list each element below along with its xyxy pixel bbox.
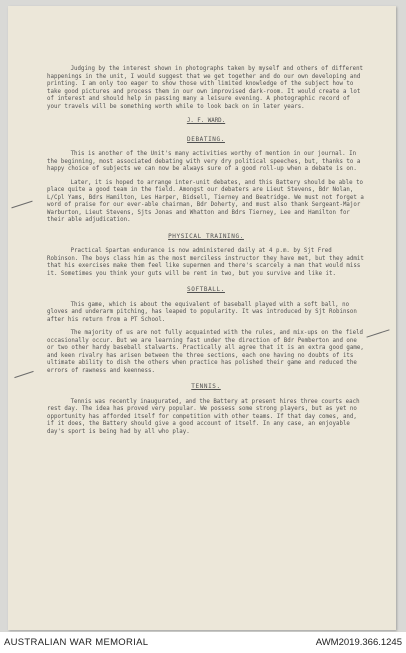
section-heading-debating: DEBATING. xyxy=(187,135,225,143)
archive-footer xyxy=(0,632,406,653)
pencil-margin-mark xyxy=(366,329,389,337)
section-heading-physical-training: PHYSICAL TRAINING. xyxy=(168,232,244,240)
physical-training-paragraph: Practical Spartan endurance is now administered daily at 4 p.m. by Sjt Fred Robinson. The boys class him as the most merciless instructor they have met, but they admit that his exercises make them feel like supermen and there's scarcely a man that would miss it. Sometimes you think your guts will be rent in two, but you survive and like it. xyxy=(47,248,364,277)
intro-paragraph: Judging by the interest shown in photographs taken by myself and others of different happenings in the unit, I would suggest that we get together and do our own developing and printing. I am only too eager to show those with limited knowledge of the subject how to take good pictures and process them in our own improvised dark-room. It would create a lot of interest and should help in passing many a leisure evening. A photographic record of your travels will be something worth while to look back on in later years. xyxy=(47,66,364,110)
pencil-margin-mark xyxy=(14,371,33,378)
debating-paragraph: This is another of the Unit's many activities worthy of mention in our journal. In the beginning, most associated debating with very dry political speeches, but, thanks to a happy choice of subjects we can now be always sure of a good roll-up when a debate is on. xyxy=(47,151,361,172)
softball-paragraph: The majority of us are not fully acquainted with the rules, and mix-ups on the field occasionally occur. But we are learning fast under the direction of Bdr Pemberton and one or two other hardy baseball stalwarts. Practically all agree that it is an extra good game, and keen rivalry has arisen between the three sections, each one having no doubts of its ultimate ability to dish the others when practice has polished their game and reduced the errors of rawness and keenness. xyxy=(47,330,364,374)
author-signature: J. F. WARD. xyxy=(186,118,226,124)
document-body xyxy=(47,66,365,442)
institution-label: AUSTRALIAN WAR MEMORIAL xyxy=(4,637,149,648)
accession-number: AWM2019.366.1245 xyxy=(315,637,402,648)
section-heading-tennis: TENNIS. xyxy=(191,383,221,390)
softball-paragraph: This game, which is about the equivalent of baseball played with a soft ball, no gloves and underarm pitching, has leaped to popularity. It was introduced by Sjt Robinson after his return from a PT School. xyxy=(47,301,357,323)
section-heading-softball: SOFTBALL. xyxy=(187,286,225,293)
debating-paragraph: Later, it is hoped to arrange inter-unit debates, and this Battery should be able to place quite a good team in the field. Amongst our debaters are Lieut Stevens, Bdr Nolan, L/Cpl Yams, Bdrs Hamilton, Les Harper, Bidsell, Tierney and Beatridge. We must not forget a word of praise for our ever-able chairman, Bdr Doherty, and must also thank Sergeant-Major Warburton, Lieut Stevens, Sjts Jonas and Whatton and Bdrs Tierney, Lee and Hamilton for their able adjudication. xyxy=(47,179,364,223)
tennis-paragraph: Tennis was recently inaugurated, and the Battery at present hires three courts each rest day. The idea has proved very popular. We possess some strong players, but as yet no opportunity has afforded itself for competition with other teams. If that day comes, and, if it does, the Battery should give a good account of itself. In any case, an enjoyable day's sport is being had by all who play. xyxy=(47,398,360,435)
pencil-margin-mark xyxy=(11,201,32,209)
